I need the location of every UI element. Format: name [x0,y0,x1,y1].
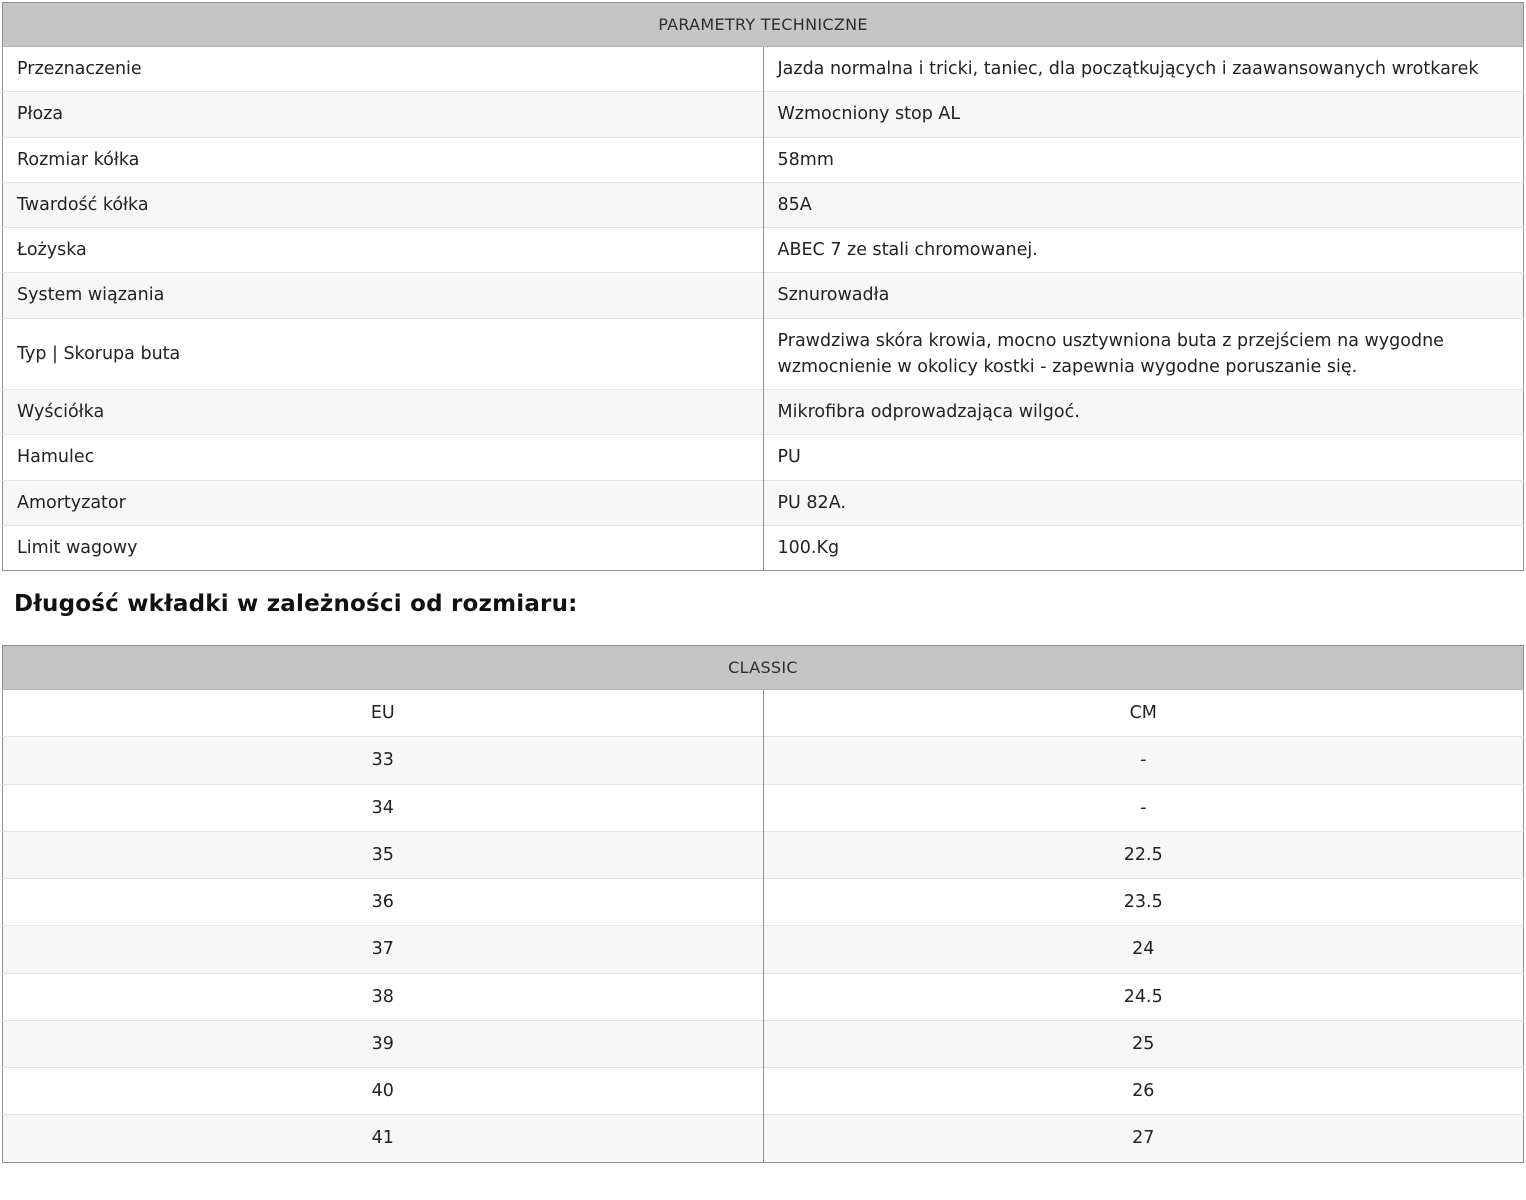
size-row [3,879,1524,926]
size-eu-value: 34 [3,784,764,831]
spec-row [3,318,1524,390]
size-row [3,784,1524,831]
spec-label: Typ | Skorupa buta [3,318,764,390]
size-row [3,973,1524,1020]
spec-value: PU 82A. [763,480,1524,525]
size-eu-value: 35 [3,831,764,878]
size-eu-value: 38 [3,973,764,1020]
spec-label: Łożyska [3,228,764,273]
spec-row [3,480,1524,525]
size-row [3,737,1524,784]
size-eu-value: 40 [3,1068,764,1115]
size-col-cm-label: CM [1129,703,1157,723]
size-eu-value: 37 [3,926,764,973]
spec-row [3,435,1524,480]
size-cm-value: - [763,784,1524,831]
spec-row [3,92,1524,137]
spec-value: 58mm [763,137,1524,182]
size-eu-value: 36 [3,879,764,926]
size-cm-value: 25 [763,1020,1524,1067]
spec-value: Mikrofibra odprowadzająca wilgoć. [763,390,1524,435]
insole-length-heading: Długość wkładki w zależności od rozmiaru: [14,591,578,617]
specs-table [2,2,1524,571]
spec-value: Sznurowadła [763,273,1524,318]
spec-value: Jazda normalna i tricki, taniec, dla początkujących i zaawansowanych wrotkarek [777,59,1479,79]
spec-label: Rozmiar kółka [3,137,764,182]
size-cm-value: 22.5 [763,831,1524,878]
spec-label: Hamulec [3,435,764,480]
size-row [3,1020,1524,1067]
size-cm-value: 24 [763,926,1524,973]
size-columns-row [3,690,1524,737]
size-row [3,1115,1524,1162]
spec-row [3,525,1524,570]
size-chart-title: CLASSIC [3,646,1524,690]
spec-value: 85A [763,182,1524,227]
size-eu-value: 33 [3,737,764,784]
size-eu-value: 41 [3,1115,764,1162]
spec-row [3,273,1524,318]
specs-table-title: PARAMETRY TECHNICZNE [3,3,1524,47]
spec-value: Prawdziwa skóra krowia, mocno usztywniona buta z przejściem na wygodne wzmocnienie w okolicy kostki - zapewnia wygodne poruszanie się. [763,318,1524,390]
spec-row [3,228,1524,273]
spec-label: System wiązania [3,273,764,318]
spec-row [3,47,1524,92]
spec-value: 100.Kg [763,525,1524,570]
size-chart-header-row [3,646,1524,690]
size-cm-value: 27 [763,1115,1524,1162]
size-col-eu-label: EU [3,690,764,737]
spec-value: PU [763,435,1524,480]
spec-label: Twardość kółka [3,182,764,227]
spec-row [3,137,1524,182]
spec-label: Przeznaczenie [3,47,764,92]
specs-table-header-row [3,3,1524,47]
size-cm-value: 23.5 [763,879,1524,926]
spec-row [3,390,1524,435]
spec-label: Amortyzator [3,480,764,525]
size-row [3,926,1524,973]
size-cm-value: 24.5 [763,973,1524,1020]
spec-label: Limit wagowy [3,525,764,570]
spec-value: ABEC 7 ze stali chromowanej. [763,228,1524,273]
size-cm-value: - [763,737,1524,784]
size-row [3,1068,1524,1115]
size-cm-value: 26 [763,1068,1524,1115]
spec-label: Płoza [3,92,764,137]
spec-label: Wyściółka [3,390,764,435]
spec-value: Wzmocniony stop AL [763,92,1524,137]
size-row [3,831,1524,878]
size-chart-table [2,645,1524,1163]
spec-row [3,182,1524,227]
size-eu-value: 39 [3,1020,764,1067]
